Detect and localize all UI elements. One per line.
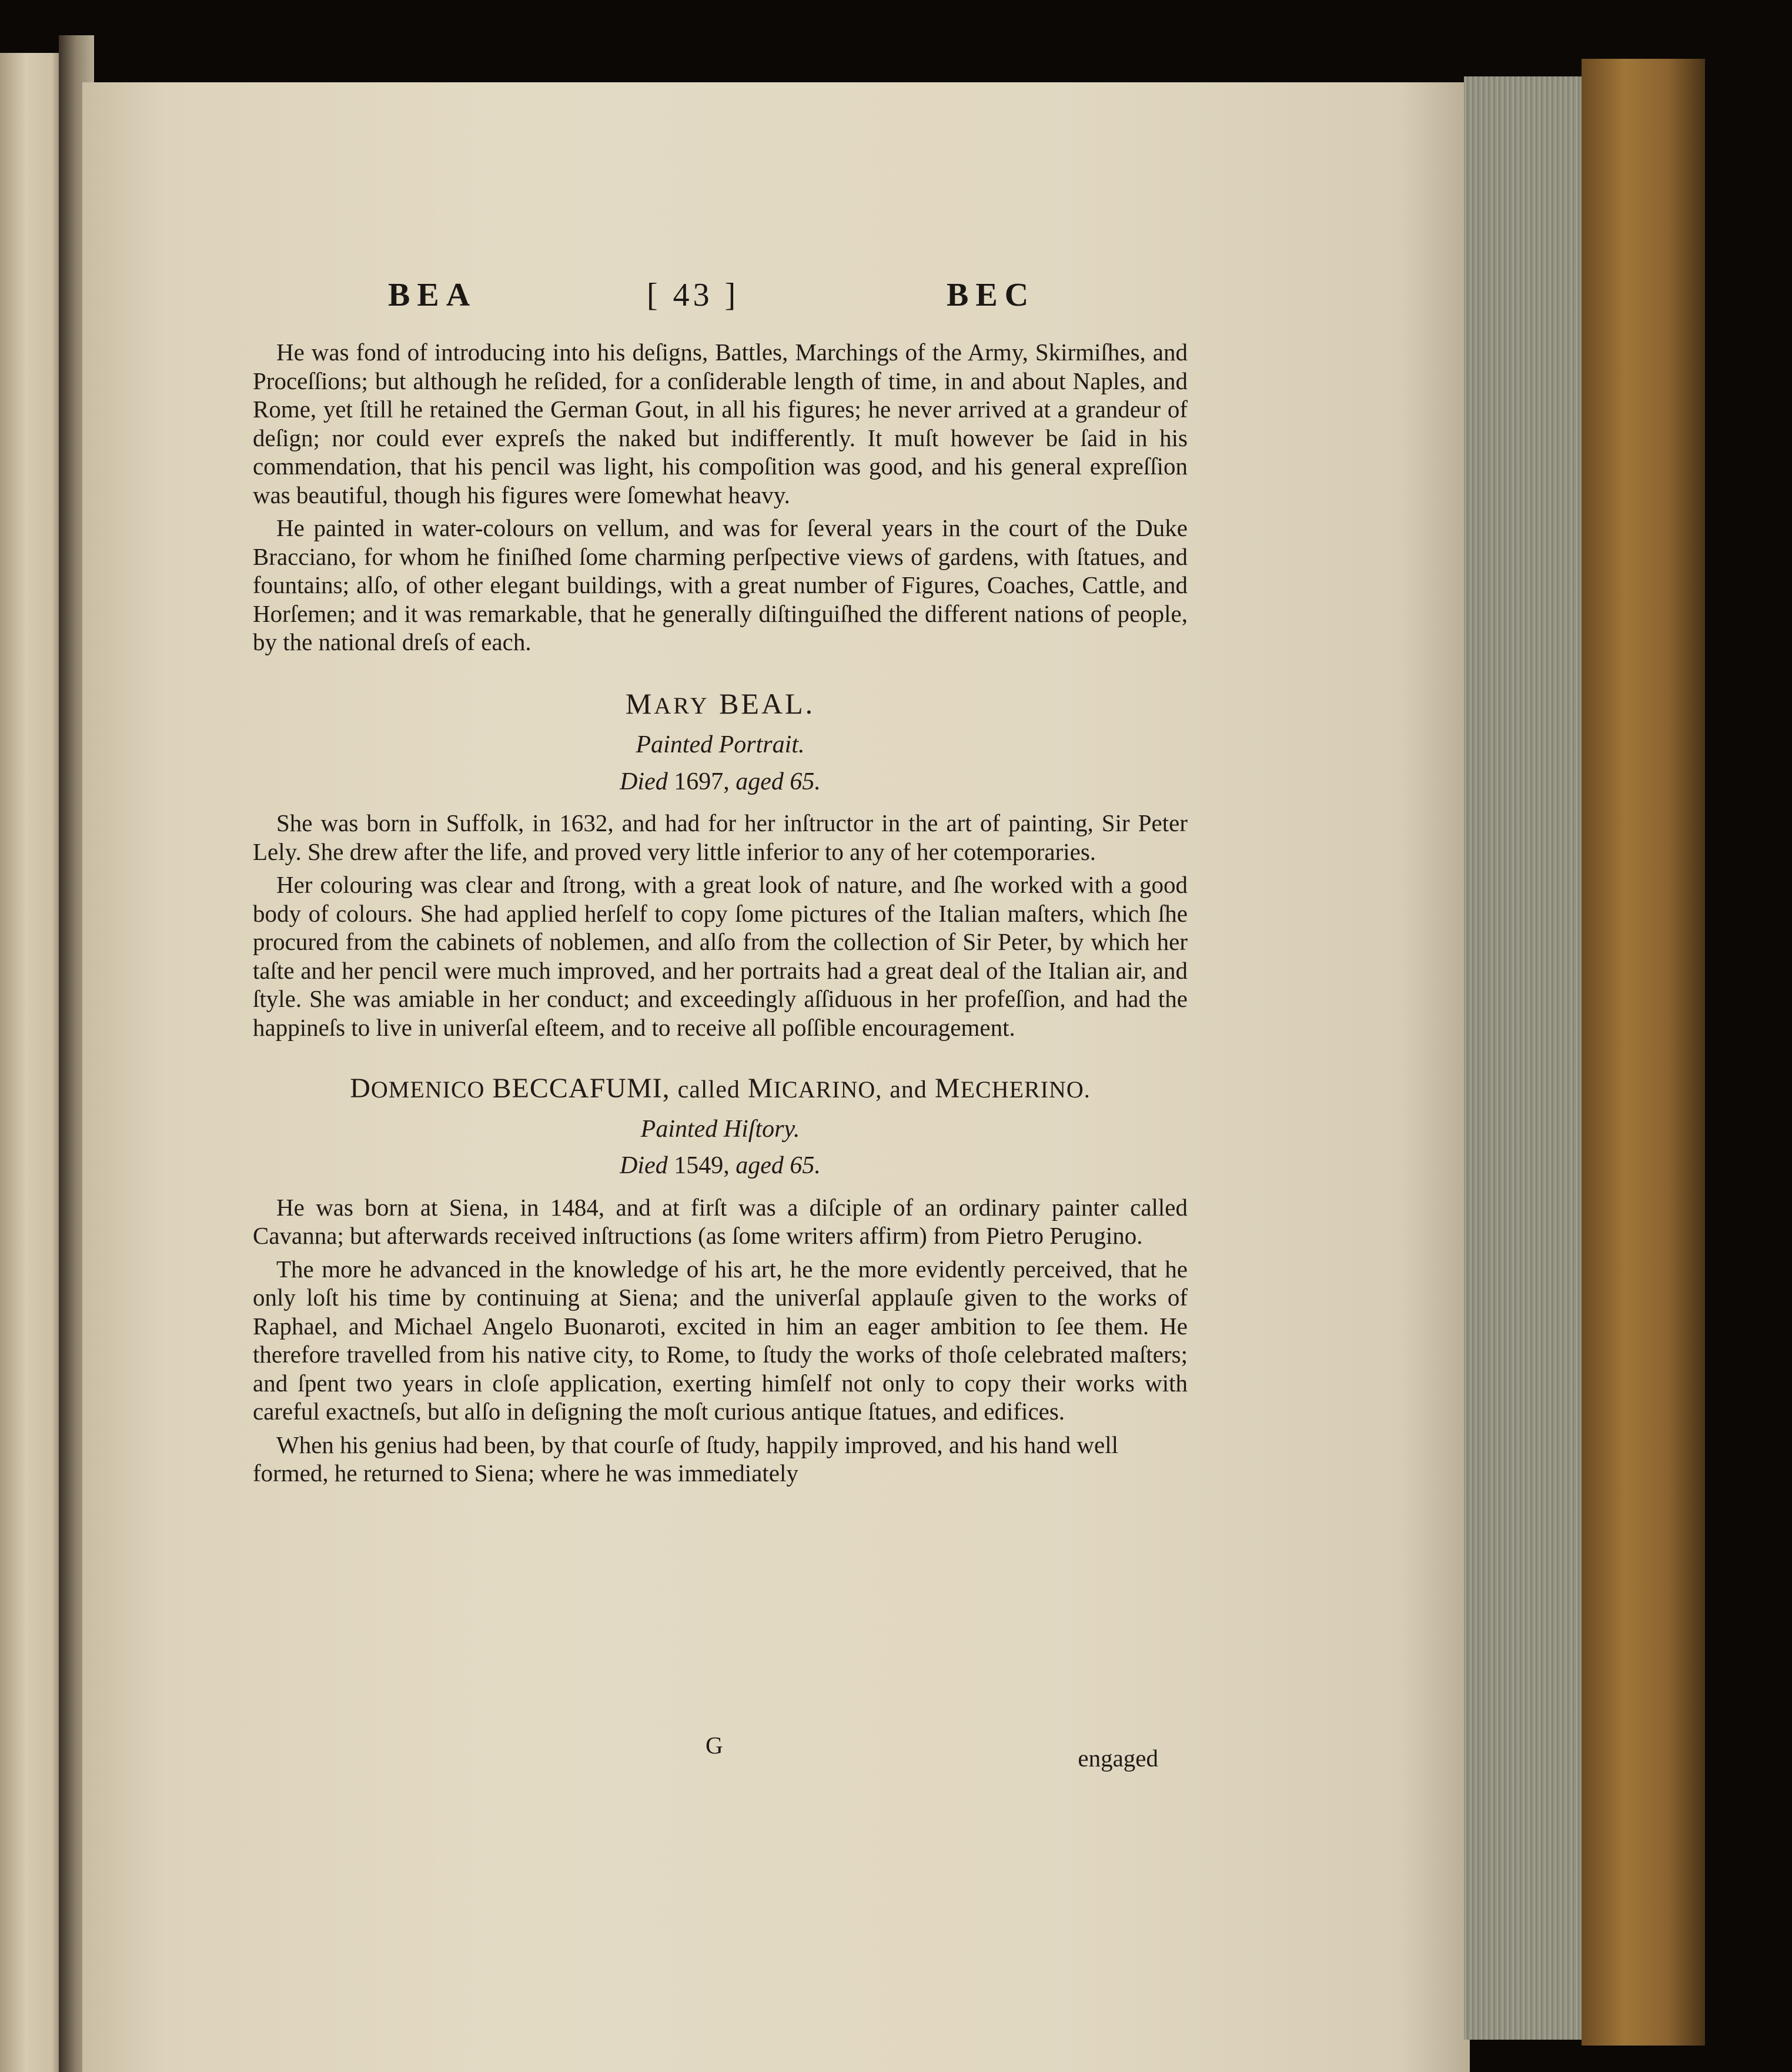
paragraph: He was fond of introducing into his deſigns, Battles, Marchings of the Army, Skirmiſhes, and Proceſſions; but although he reſided, for a conſiderable length of time, in and about Naples, and Rome, yet ſtill he retained the German Gout, in all his figures; he never arrived at a grandeur of deſign; nor could ever expreſs the naked but indifferently. It muſt however be ſaid in his commendation, that his pencil was light, his compoſition was good, and his general expreſſion was beautiful, though his figures were ſomewhat heavy. <box>253 339 1188 508</box>
running-head <box>388 276 1064 317</box>
name-initial: M <box>625 687 654 720</box>
died-year: 1697, <box>674 768 730 795</box>
aged: aged 65. <box>735 768 821 795</box>
catchword: engaged <box>1078 1745 1158 1772</box>
alias-rest: ECHERINO. <box>960 1076 1091 1103</box>
alias-rest: ICARINO, <box>773 1076 882 1103</box>
entry-dates <box>253 1152 1188 1180</box>
died-year: 1549, <box>674 1152 730 1179</box>
page-stack-edges <box>1464 76 1587 2040</box>
page-footer <box>253 1731 1158 1772</box>
entry-heading-beccafumi <box>253 1075 1188 1104</box>
leather-cover <box>1582 59 1705 2046</box>
surname: BECCAFUMI, <box>492 1073 670 1104</box>
page-body <box>253 338 1188 1492</box>
entry-heading-beal <box>253 689 1188 721</box>
paragraph: The more he advanced in the knowledge of his art, he the more evidently perceived, that he only loſt his time by continuing at Siena; and the univerſal applauſe given to the works of Raphael, and Michael Angelo Buonaroti, excited in him an eager ambition to ſee them. He therefore travelled from his native city, to Rome, to ſtudy the works of thoſe celebrated maſters; and ſpent two years in cloſe application, exerting himſelf not only to copy their works with careful exactneſs, but alſo in deſigning the moſt curious antique ſtatues, and edifices. <box>253 1255 1188 1425</box>
entry-subtitle: Painted Portrait. <box>636 731 805 758</box>
page-number: [ 43 ] <box>647 277 740 313</box>
paragraph: He was born at Siena, in 1484, and at firſt was a diſciple of an ordinary painter called Cavanna; but afterwards received inſtructions (as ſome writers affirm) from Pietro Perugino. <box>253 1193 1188 1249</box>
and: and <box>890 1076 927 1103</box>
entry-subtitle: Painted Hiſtory. <box>640 1115 800 1143</box>
paragraph: Her colouring was clear and ſtrong, with a great look of nature, and ſhe worked with a good body of colours. She had applied herſelf to copy ſome pictures of the Italian maſters, which ſhe procured from the cabinets of noblemen, and alſo from the collection of Sir Peter, by which her taſte and her pencil were much improved, and her portraits had a great deal of the Italian air, and ſtyle. She was amiable in her conduct; and exceedingly aſſiduous in her profeſſion, and had the happineſs to live in univerſal eſteem, and to receive all poſſible encouragement. <box>253 871 1188 1041</box>
alias-initial: M <box>934 1073 961 1104</box>
died-label: Died <box>620 768 668 795</box>
paragraph: When his genius had been, by that courſe of ſtudy, happily improved, and his hand well formed, he returned to Siena; where he was immediately <box>253 1431 1119 1487</box>
running-head-right: BEC <box>947 277 1036 313</box>
signature-mark: G <box>706 1732 723 1759</box>
surname: BEAL. <box>719 687 815 720</box>
paragraph: She was born in Suffolk, in 1632, and had for her inſtructor in the art of painting, Sir Peter Lely. She drew after the life, and proved very little inferior to any of her cotemporaries. <box>253 809 1188 865</box>
alias-initial: M <box>747 1073 774 1104</box>
paragraph: He painted in water-colours on vellum, and was for ſeveral years in the court of the Duke Bracciano, for whom he finiſhed ſome charming perſpective views of gardens, with ſtatues, and fountains; alſo, of other elegant buildings, with a great number of Figures, Coaches, Cattle, and Horſemen; and it was remarkable, that he generally diſtinguiſhed the different nations of people, by the national dreſs of each. <box>253 514 1188 655</box>
died-label: Died <box>620 1152 668 1179</box>
name-rest: ARY <box>654 692 710 719</box>
running-head-left: BEA <box>388 277 477 313</box>
aged: aged 65. <box>735 1152 821 1179</box>
called: called <box>677 1076 740 1103</box>
facing-page-edge <box>0 53 65 2072</box>
name-rest: OMENICO <box>370 1076 485 1103</box>
name-initial: D <box>350 1073 371 1104</box>
entry-dates <box>253 768 1188 796</box>
